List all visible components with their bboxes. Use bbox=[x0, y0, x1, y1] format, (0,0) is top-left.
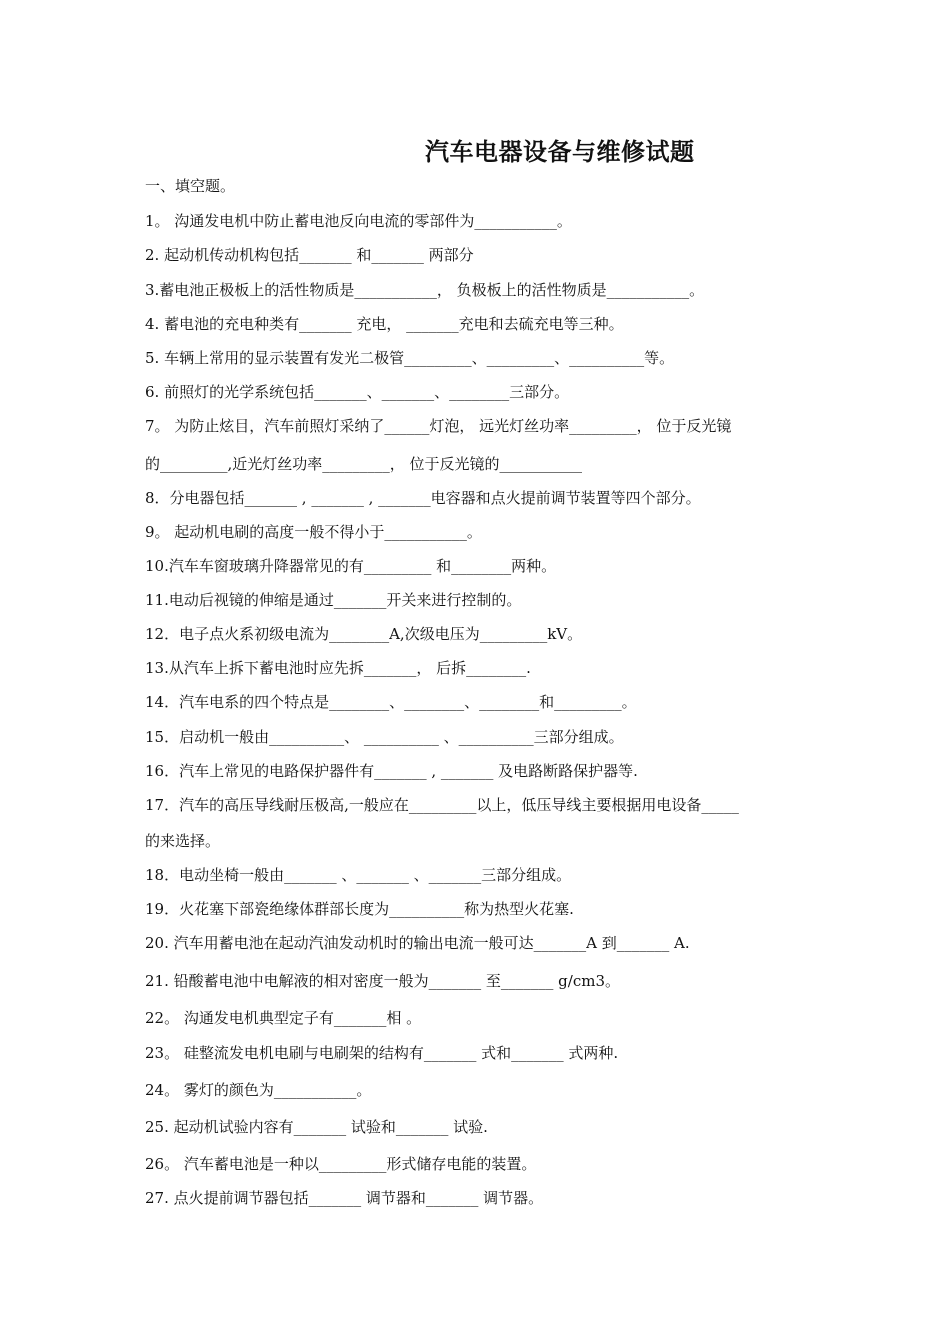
question-line: 3.蓄电池正极板上的活性物质是___________， 负极板上的活性物质是___________。 bbox=[145, 281, 705, 299]
question-line: 22。 沟通发电机典型定子有_______相 。 bbox=[145, 1009, 422, 1027]
question-line: 24。 雾灯的颜色为___________。 bbox=[145, 1081, 372, 1099]
question-line: 17．汽车的高压导线耐压极高,一般应在_________以上，低压导线主要根据用电设备_____ bbox=[145, 796, 739, 814]
question-line: 4. 蓄电池的充电种类有_______ 充电， _______充电和去硫充电等三种。 bbox=[145, 315, 624, 333]
question-line: 2. 起动机传动机构包括_______ 和_______ 两部分 bbox=[145, 246, 474, 264]
question-line: 25. 起动机试验内容有_______ 试验和_______ 试验. bbox=[145, 1118, 488, 1136]
question-line: 27. 点火提前调节器包括_______ 调节器和_______ 调节器。 bbox=[145, 1189, 544, 1207]
question-line: 6. 前照灯的光学系统包括_______、_______、________三部分。 bbox=[145, 383, 570, 401]
question-line: 13.从汽车上拆下蓄电池时应先拆_______， 后拆________. bbox=[145, 659, 531, 677]
question-line: 11.电动后视镜的伸缩是通过_______开关来进行控制的。 bbox=[145, 591, 522, 609]
question-line: 16．汽车上常见的电路保护器件有_______ , _______ 及电路断路保护器等. bbox=[145, 762, 638, 780]
question-line: 的_________,近光灯丝功率_________， 位于反光镜的___________ bbox=[145, 455, 583, 473]
question-line: 26。 汽车蓄电池是一种以_________形式储存电能的装置。 bbox=[145, 1155, 537, 1173]
question-line: 5. 车辆上常用的显示装置有发光二极管_________、_________、__________等。 bbox=[145, 349, 675, 367]
question-line: 8．分电器包括_______ , _______ , _______电容器和点火提前调节装置等四个部分。 bbox=[145, 489, 701, 507]
question-line: 18．电动坐椅一般由_______ 、_______ 、_______三部分组成。 bbox=[145, 866, 572, 884]
question-line: 12．电子点火系初级电流为________A,次级电压为_________kV。 bbox=[145, 625, 583, 643]
question-line: 23。 硅整流发电机电刷与电刷架的结构有_______ 式和_______ 式两种. bbox=[145, 1044, 619, 1062]
section-heading: 一、填空题。 bbox=[145, 177, 236, 195]
question-line: 的来选择。 bbox=[145, 832, 221, 850]
question-line: 20. 汽车用蓄电池在起动汽油发动机时的输出电流一般可达_______A 到_______ A. bbox=[145, 934, 690, 952]
question-line: 1。 沟通发电机中防止蓄电池反向电流的零部件为___________。 bbox=[145, 212, 572, 230]
question-line: 10.汽车车窗玻璃升降器常见的有_________ 和________两种。 bbox=[145, 557, 557, 575]
question-line: 19．火花塞下部瓷绝缘体群部长度为__________称为热型火花塞. bbox=[145, 900, 574, 918]
question-line: 7。 为防止炫目，汽车前照灯采纳了______灯泡， 远光灯丝功率_________， 位于反光镜 bbox=[145, 417, 732, 435]
question-line: 14．汽车电系的四个特点是________、________、________和_________。 bbox=[145, 693, 637, 711]
question-line: 9。 起动机电刷的高度一般不得小于___________。 bbox=[145, 523, 482, 541]
document-title: 汽车电器设备与维修试题 bbox=[425, 137, 695, 166]
question-line: 21. 铅酸蓄电池中电解液的相对密度一般为_______ 至_______ g/cm3。 bbox=[145, 972, 620, 990]
question-line: 15．启动机一般由__________、 __________ 、__________三部分组成。 bbox=[145, 728, 624, 746]
